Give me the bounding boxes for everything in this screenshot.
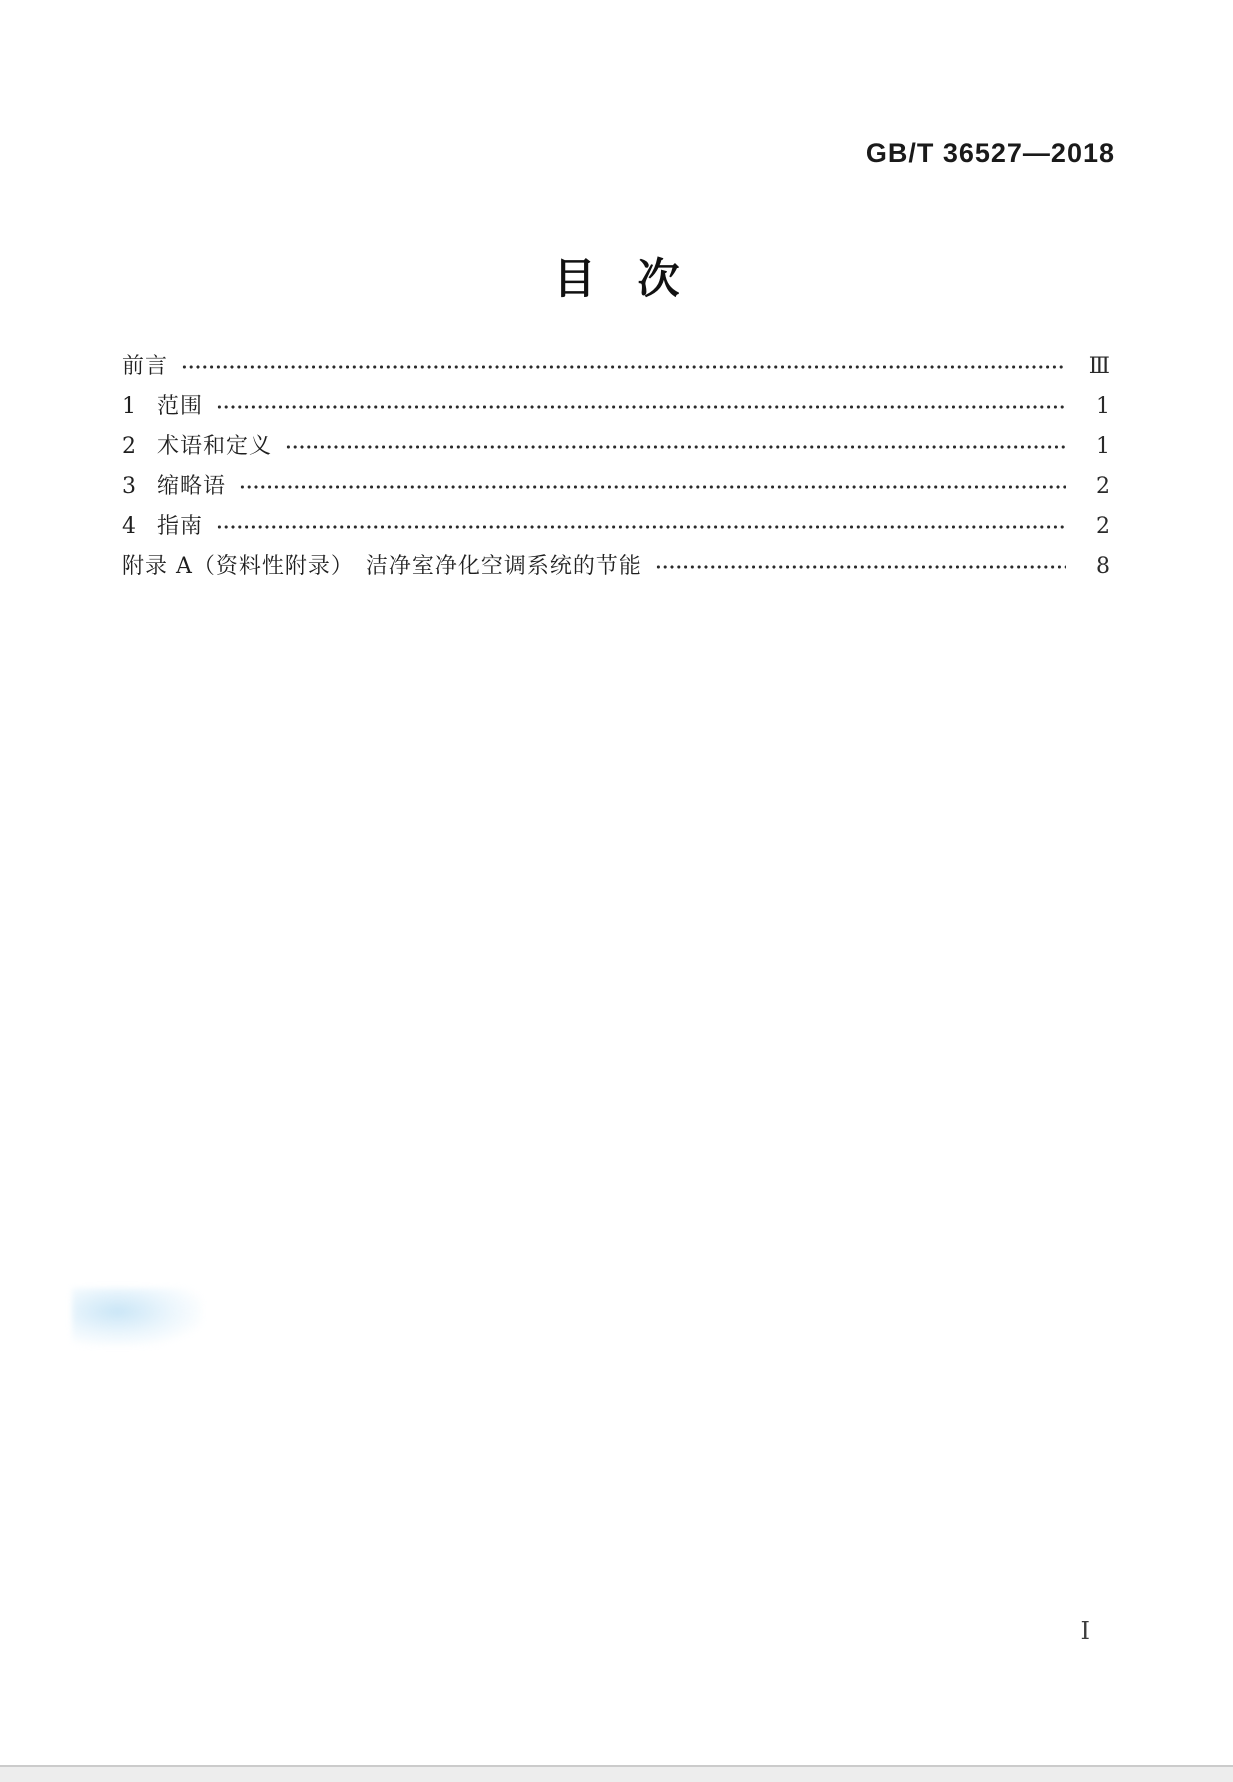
toc-entry-scope	[122, 387, 1110, 427]
scanner-edge-strip	[0, 1765, 1233, 1782]
toc-entry-page: 1	[1096, 434, 1110, 459]
dot-leader	[181, 347, 1066, 387]
scan-stain-artifact	[72, 1288, 202, 1346]
toc-entry-label: 术语和定义	[157, 434, 273, 459]
toc-entry-appendix-a	[122, 547, 1110, 587]
toc-entry-label: 范围	[157, 394, 204, 419]
toc-entry-guide	[122, 507, 1110, 547]
dot-leader	[216, 387, 1066, 427]
dot-leader	[216, 507, 1066, 547]
table-of-contents	[122, 347, 1110, 587]
toc-entry-number: 1	[122, 394, 136, 419]
toc-entry-number: 4	[122, 514, 136, 539]
toc-entry-label: 指南	[157, 514, 204, 539]
toc-entry-page: 2	[1096, 474, 1110, 499]
toc-entry-number: 2	[122, 434, 136, 459]
toc-entry-page: Ⅲ	[1088, 354, 1110, 379]
toc-entry-page: 1	[1096, 394, 1110, 419]
page-title: 目 次	[553, 255, 680, 302]
footer-page-number: Ⅰ	[1080, 1617, 1090, 1645]
toc-entry-foreword	[122, 347, 1110, 387]
toc-entry-label: 附录 A（资料性附录） 洁净室净化空调系统的节能	[122, 554, 642, 579]
standard-code: GB/T 36527—2018	[865, 138, 1115, 168]
toc-entry-page: 8	[1096, 554, 1110, 579]
toc-entry-page: 2	[1096, 514, 1110, 539]
dot-leader	[285, 427, 1066, 467]
toc-entry-label: 缩略语	[157, 474, 227, 499]
toc-entry-label: 前言	[122, 354, 169, 379]
dot-leader	[655, 547, 1066, 587]
toc-entry-number: 3	[122, 474, 136, 499]
toc-entry-abbreviations	[122, 467, 1110, 507]
toc-entry-terms	[122, 427, 1110, 467]
dot-leader	[239, 467, 1066, 507]
